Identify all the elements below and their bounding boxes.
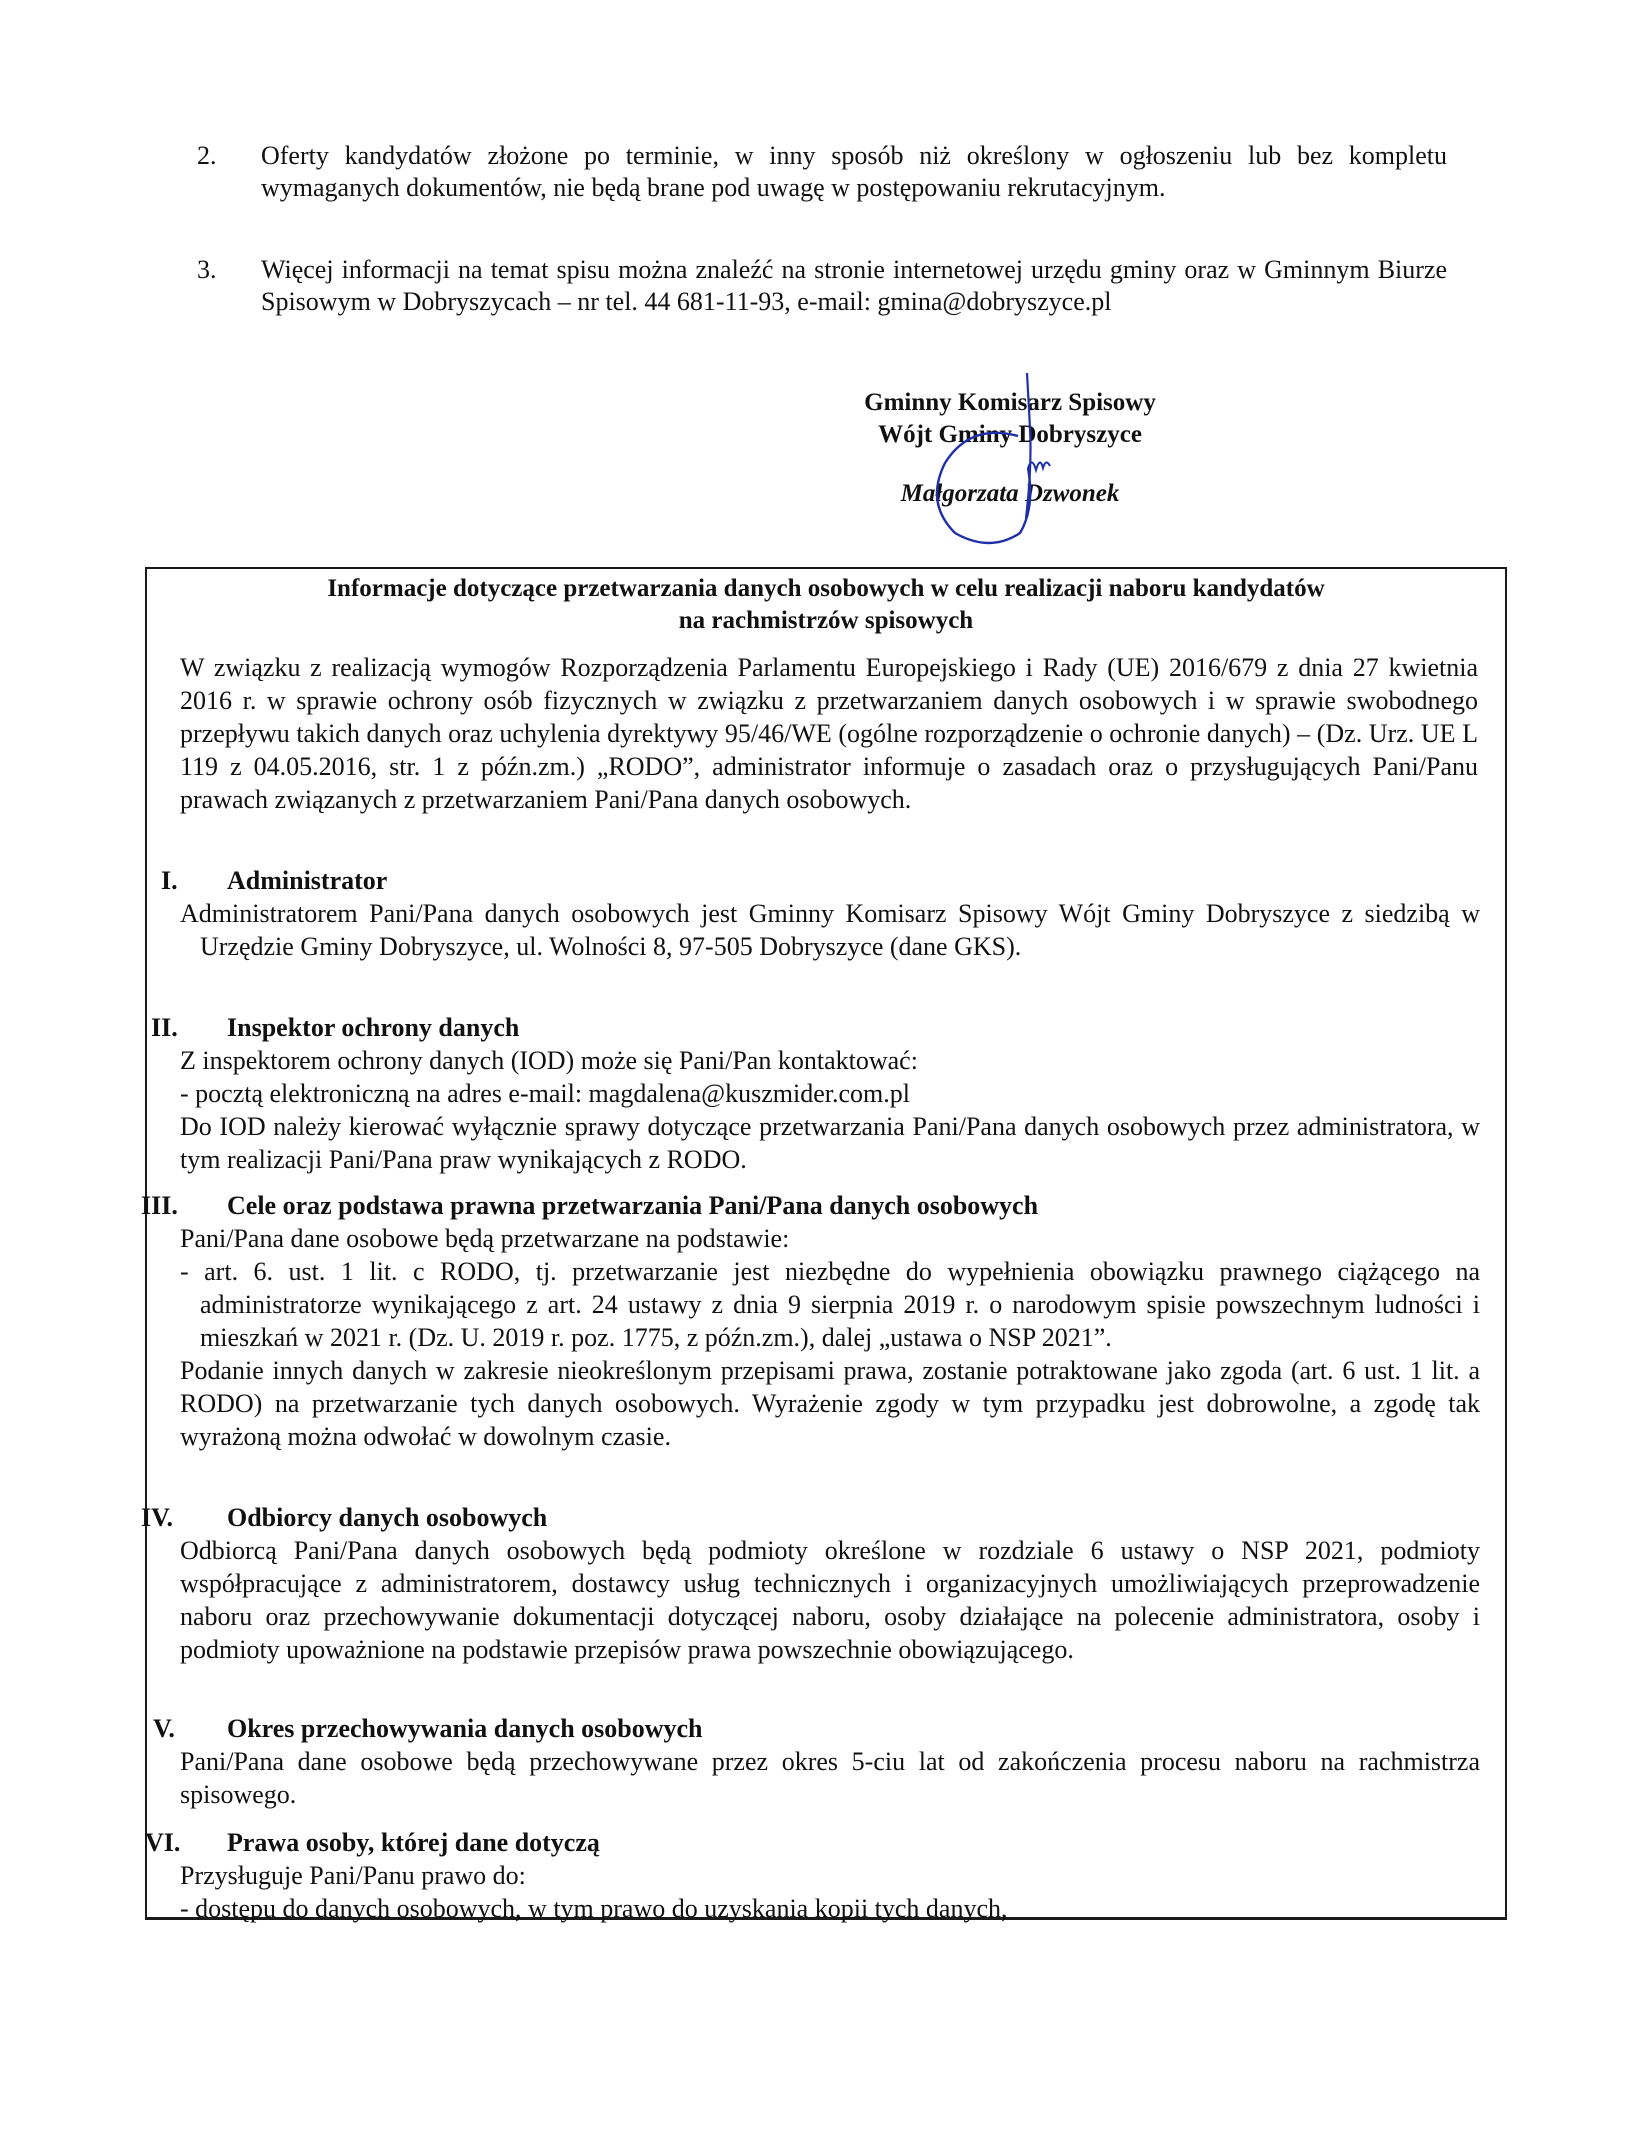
section-heading-rights [145,1827,600,1859]
section-paragraph: Przysługuje Pani/Panu prawo do: [180,1861,526,1890]
section-numeral: VI. [145,1828,181,1857]
section-body-dpo [180,1044,1480,1176]
signatory-title: Gminny Komisarz Spisowy [864,389,1156,416]
section-heading-purposes [141,1190,1038,1222]
signatory-office: Wójt Gminy Dobryszyce [878,421,1142,448]
section-numeral: V. [153,1714,175,1743]
section-body-purposes [180,1222,1480,1453]
section-numeral: IV. [141,1503,174,1532]
section-title: Okres przechowywania danych osobowych [227,1714,703,1743]
signatory-name: Małgorzata Dzwonek [900,480,1120,507]
section-paragraph: Odbiorcą Pani/Pana danych osobowych będą podmioty określone w rozdziale 6 ustawy o NSP 2021, podmioty współpracujące z administratorem, dostawcy usług technicznych i organizacyjnych umożliwiających przeprowadzenie naboru oraz przechowywanie dokumentacji dotyczącej naboru, osoby działające na polecenie administratora, osoby i podmioty upoważnione na podstawie przepisów prawa powszechnie obowiązującego. [180,1536,1480,1664]
section-paragraph: Pani/Pana dane osobowe będą przetwarzane na podstawie: [180,1224,790,1253]
signature-block [790,387,1230,510]
section-title: Administrator [227,866,388,895]
section-paragraph: Podanie innych danych w zakresie nieokreślonym przepisami prawa, zostanie potraktowane jako zgoda (art. 6 ust. 1 lit. a RODO) na przetwarzanie tych danych osobowych. Wyrażenie zgody w tym przypadku jest dobrowolne, a zgodę tak wyrażoną można odwołać w dowolnym czasie. [180,1356,1480,1451]
dpo-email-line: - pocztą elektroniczną na adres e-mail: magdalena@kuszmider.com.pl [180,1079,910,1108]
section-body-administrator [180,897,1480,963]
section-heading-recipients [141,1502,547,1534]
section-title: Inspektor ochrony danych [227,1013,520,1042]
section-paragraph: Z inspektorem ochrony danych (IOD) może się Pani/Pan kontaktować: [180,1046,918,1075]
intro-paragraph: W związku z realizacją wymogów Rozporządzenia Parlamentu Europejskiego i Rady (UE) 2016/679 z dnia 27 kwietnia 2016 r. w sprawie ochrony osób fizycznych w związku z przetwarzaniem danych osobowych i w sprawie swobodnego przepływu takich danych oraz uchylenia dyrektywy 95/46/WE (ogólne rozporządzenie o ochronie danych) – (Dz. Urz. UE L 119 z 04.05.2016, str. 1 z późn.zm.) „RODO”, administrator informuje o zasadach oraz o przysługujących Pani/Panu prawach związanych z przetwarzaniem Pani/Pana danych osobowych. [180,653,1478,814]
section-heading-administrator [161,865,387,897]
item-number: 3. [197,255,217,284]
section-body-recipients [180,1534,1480,1666]
section-heading-retention [153,1713,703,1745]
item-text: Więcej informacji na temat spisu można znaleźć na stronie internetowej urzędu gminy oraz w Gminnym Biurze Spisowym w Dobryszycach – nr tel. 44 681-11-93, e-mail: gmina@dobryszyce.pl [261,255,1447,316]
data-processing-info-box [141,567,1507,1923]
section-numeral: III. [141,1191,178,1220]
numbered-item-2 [197,140,1447,204]
section-numeral: I. [161,866,178,895]
legal-basis-bullet: - art. 6. ust. 1 lit. c RODO, tj. przetwarzanie jest niezbędne do wypełnienia obowiązku prawnego ciążącego na administratorze wynikającego z art. 24 ustawy z dnia 9 sierpnia 2019 r. o narodowym spisie powszechnym ludności i mieszkań w 2021 r. (Dz. U. 2019 r. poz. 1775, z późn.zm.), dalej „ustawa o NSP 2021”. [180,1257,1480,1352]
section-paragraph: Administratorem Pani/Pana danych osobowych jest Gminny Komisarz Spisowy Wójt Gminy Dobryszyce z siedzibą w Urzędzie Gminy Dobryszyce, ul. Wolności 8, 97-505 Dobryszyce (dane GKS). [180,899,1480,961]
section-title: Odbiorcy danych osobowych [227,1503,548,1532]
item-number: 2. [197,141,217,170]
section-paragraph: Pani/Pana dane osobowe będą przechowywane przez okres 5-ciu lat od zakończenia procesu naboru na rachmistrza spisowego. [180,1747,1480,1809]
section-heading-dpo [151,1012,519,1044]
rights-bullet: - dostępu do danych osobowych, w tym prawo do uzyskania kopii tych danych, [180,1894,1008,1923]
section-body-rights [180,1859,1480,1925]
title-line-2: na rachmistrzów spisowych [678,607,974,634]
item-text: Oferty kandydatów złożone po terminie, w inny sposób niż określony w ogłoszeniu lub bez kompletu wymaganych dokumentów, nie będą brane pod uwagę w postępowaniu rekrutacyjnym. [261,141,1447,202]
numbered-item-3 [197,254,1447,318]
title-line-1: Informacje dotyczące przetwarzania danych osobowych w celu realizacji naboru kandydatów [327,575,1325,602]
info-box-title [147,573,1505,637]
section-title: Prawa osoby, której dane dotyczą [227,1828,600,1857]
section-body-retention [180,1745,1480,1811]
section-paragraph: Do IOD należy kierować wyłącznie sprawy dotyczące przetwarzania Pani/Pana danych osobowych przez administratora, w tym realizacji Pani/Pana praw wynikających z RODO. [180,1112,1480,1174]
section-numeral: II. [151,1013,178,1042]
section-title: Cele oraz podstawa prawna przetwarzania Pani/Pana danych osobowych [227,1191,1039,1220]
